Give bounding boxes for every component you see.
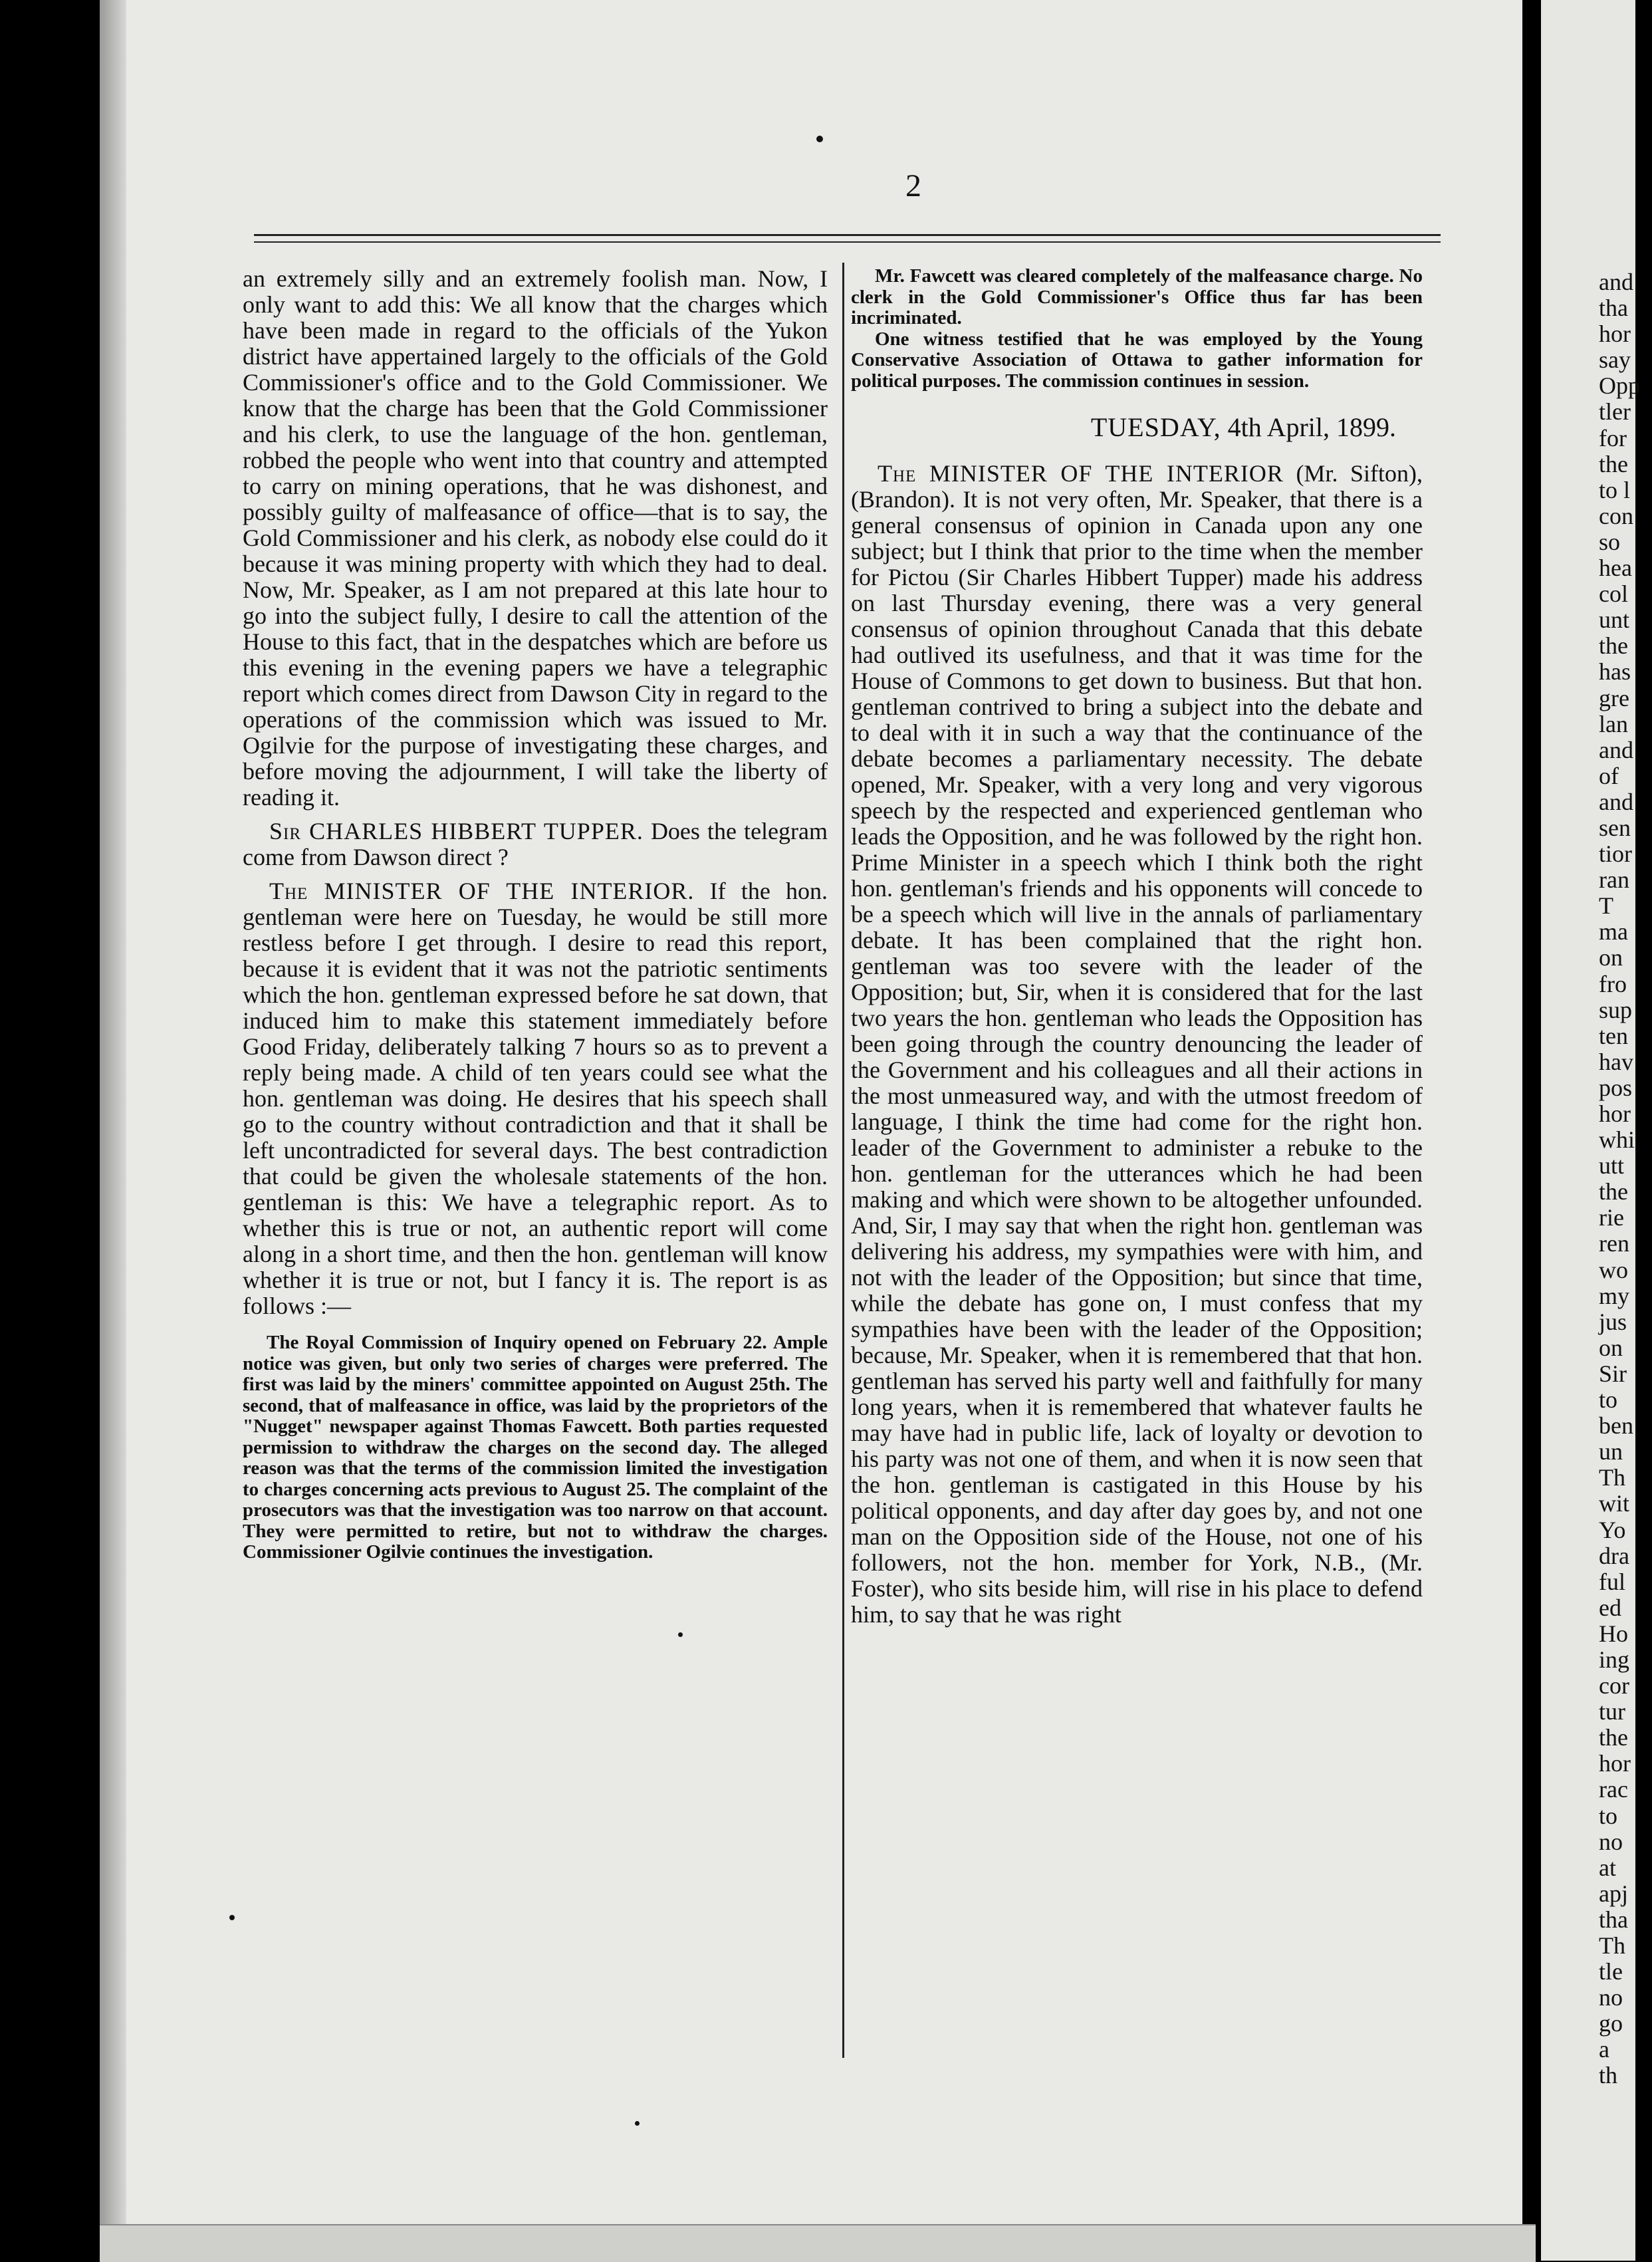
fragment-line: for: [1599, 424, 1627, 451]
fragment-line: the: [1599, 1178, 1628, 1205]
date-text: 4th April, 1899.: [1221, 412, 1396, 442]
fragment-line: tha: [1599, 1906, 1628, 1933]
paragraph: [243, 818, 828, 870]
fragment-line: hea: [1599, 555, 1632, 582]
fragment-line: sup: [1599, 996, 1633, 1023]
fragment-line: Th: [1599, 1464, 1625, 1491]
adjacent-page-text: [1599, 269, 1652, 2089]
fragment-line: Ho: [1599, 1620, 1628, 1647]
fragment-line: Sir: [1599, 1360, 1627, 1387]
fragment-line: ran: [1599, 866, 1629, 894]
fragment-line: ing: [1599, 1646, 1630, 1673]
fragment-line: pos: [1599, 1074, 1633, 1101]
fragment-line: gre: [1599, 684, 1629, 711]
fragment-line: ful: [1599, 1568, 1625, 1595]
fragment-line: tior: [1599, 840, 1632, 868]
fragment-line: say: [1599, 346, 1631, 374]
fragment-line: a: [1599, 2036, 1609, 2063]
fragment-line: on: [1599, 944, 1623, 971]
fragment-line: at: [1599, 1854, 1616, 1881]
fragment-line: utt: [1599, 1152, 1625, 1180]
fragment-line: tha: [1599, 295, 1628, 322]
fragment-line: con: [1599, 502, 1633, 529]
fragment-line: has: [1599, 658, 1631, 686]
fragment-line: lan: [1599, 710, 1628, 737]
fragment-line: T: [1599, 892, 1613, 920]
paragraph: [243, 878, 828, 1319]
fragment-line: hav: [1599, 1048, 1633, 1075]
paragraph-text: (Mr. Sifton), (Brandon). It is not very often, Mr. Speaker, that there is a general consensus of opinion in Canada upon any one subject; but I think that prior to the time when the member for Pictou (Sir Charles Hibbert Tupper) made his address on last Thursday evening, there was a very general consensus of opinion throughout Canada that this debate had outlived its usefulness, and that it was time for the House of Commons to get down to business. But that hon. gentleman contrived to bring a subject into the debate and to deal with it in such a way that the continuance of the debate becomes a parliamentary necessity. The debate opened, Mr. Speaker, with a very long and very vigorous speech by the respected and experienced gentleman who leads the Opposition, and he was followed by the right hon. Prime Minister in a speech which I think both the right hon. gentleman's friends and his opponents will concede to be a speech which will live in the annals of parliamentary debate. It has been complained that the right hon. gentleman was too severe with the leader of the Opposition; but, Sir, when it is considered that for the last two years the hon. gentleman who leads the Opposition has been going through the country denouncing the leader of the Government and his colleagues and all their actions in the most unmeasured way, and with the utmost freedom of language, I think the time had come for the right hon. leader of the Government to administer a rebuke to the hon. gentleman for the utterances which he had been making and which were shown to be altogether unfounded. And, Sir, I may say that when the right hon. gentleman was delivering his address, my sympathies were with him, and not with the leader of the Opposition; but since that time, while the debate has gone on, I must confess that my sympathies have been with the leader of the Opposition; because, Mr. Speaker, when it is remembered that that hon. gentleman has served his party well and faithfully for many long years, when it is remembered that whatever faults he may have had in public life, lack of loyalty or devotion to his party was not one of them, and when it is now seen that the hon. gentleman is castigated in this House by his political opponents, and day after day goes by, and not one man on the Opposition side of the House, not one of his followers, not the hon. member for York, N.B., (Mr. Foster), who sits beside him, will rise in his place to defend him, to say that he was right: [851, 460, 1423, 1628]
fragment-line: sen: [1599, 814, 1631, 841]
page-bottom-edge: [100, 2224, 1536, 2262]
fragment-line: to: [1599, 1386, 1618, 1414]
fragment-line: hor: [1599, 320, 1631, 348]
speck: [229, 1915, 235, 1920]
left-column: [243, 266, 828, 1563]
fragment-line: col: [1599, 580, 1628, 608]
fragment-line: on: [1599, 1334, 1623, 1361]
speaker-name: Sir CHARLES HIBBERT TUPPER.: [269, 818, 644, 844]
fragment-line: and: [1599, 736, 1633, 763]
fragment-line: of: [1599, 762, 1619, 789]
fragment-line: dra: [1599, 1542, 1629, 1569]
fragment-line: wo: [1599, 1256, 1628, 1283]
fragment-line: tler: [1599, 398, 1631, 426]
fragment-line: whi: [1599, 1126, 1635, 1154]
fragment-line: ed: [1599, 1594, 1621, 1621]
fragment-line: fro: [1599, 970, 1627, 997]
fragment-line: ma: [1599, 918, 1628, 945]
fragment-line: to l: [1599, 476, 1631, 503]
fragment-line: the: [1599, 450, 1628, 477]
paragraph: an extremely silly and an extremely foolish man. Now, I only want to add this: We all know that the charges which have been made in regard to the officials of the Yukon district have appertained largely to the officials of the Gold Commissioner's office and to the Gold Commissioner. We know that the charge has been that the Gold Commissioner and his clerk, to use the language of the hon. gentleman, robbed the people who went into that country and attempted to carry on mining operations, that he was dishonest, and possibly guilty of malfeasance of office—that is to say, the Gold Commissioner and his clerk, as nobody else could do it because it was mining property with which they had to deal. Now, Mr. Speaker, as I am not prepared at this late hour to go into the subject fully, I desire to call the attention of the House to this fact, that in the despatches which are before us this evening in the evening papers we have a telegraphic report which comes direct from Dawson City in regard to the operations of the commission which was issued to Mr. Ogilvie for the purpose of investigating these charges, and before moving the adjournment, I will take the liberty of reading it.: [243, 265, 828, 811]
fragment-line: unt: [1599, 606, 1630, 634]
fragment-line: jus: [1599, 1308, 1627, 1335]
fragment-line: and: [1599, 269, 1633, 295]
speck: [678, 1632, 683, 1637]
speaker-name: The MINISTER OF THE INTERIOR: [878, 460, 1284, 487]
fragment-line: and: [1599, 788, 1633, 815]
paragraph: [851, 461, 1423, 1628]
header-rule: [254, 234, 1441, 236]
paragraph-text: If the hon. gentleman were here on Tuesday, he would be still more restless before I get through. I desire to read this report, because it is evident that it was not the patriotic sentiments which the hon. gentleman expressed before he sat down, that induced him to make this statement immediately before Good Friday, deliberately talking 7 hours so as to prevent a reply being made. A child of ten years could see what the hon. gentleman was doing. He desires that his speech shall go to the country without contradiction and that it shall be left uncontradicted for several days. The best contradiction that could be given the wholesale statements of the hon. gentleman is this: We have a telegraphic report. As to whether this is true or not, an authentic report will come along in a short time, and then the hon. gentleman will know whether it is true or not, but I fancy it is. The report is as follows :—: [243, 878, 828, 1319]
fragment-line: the: [1599, 1724, 1628, 1751]
fragment-line: no: [1599, 1828, 1623, 1855]
fragment-line: Th: [1599, 1932, 1625, 1959]
fragment-line: rie: [1599, 1204, 1624, 1231]
fragment-line: tle: [1599, 1958, 1623, 1985]
fragment-line: cor: [1599, 1672, 1629, 1699]
speck: [635, 2121, 640, 2126]
fragment-line: go: [1599, 2010, 1623, 2037]
report-paragraph: The Royal Commission of Inquiry opened on February 22. Ample notice was given, but only two series of charges were preferred. The first was laid by the miners' committee appointed on August 25th. The second, that of malfeasance in office, was laid by the proprietors of the "Nugget" newspaper against Thomas Fawcett. Both parties requested permission to withdraw the charges on the second day. The alleged reason was that the terms of the commission limited the investigation to charges concerning acts previous to August 25. The complaint of the prosecutors was that the investigation was too narrow on that account. They were permitted to retire, but not to withdraw the charges. Commissioner Ogilvie continues the investigation.: [243, 1332, 828, 1563]
fragment-line: un: [1599, 1438, 1623, 1465]
fragment-line: rac: [1599, 1776, 1628, 1803]
fragment-line: apj: [1599, 1880, 1628, 1907]
fragment-line: Yo: [1599, 1516, 1626, 1543]
fragment-line: tur: [1599, 1698, 1625, 1725]
header-rule: [254, 241, 1441, 243]
speck: [816, 136, 823, 142]
paragraph-text: Does the telegram come from Dawson direct ?: [243, 818, 828, 870]
fragment-line: ben: [1599, 1412, 1633, 1440]
fragment-line: my: [1599, 1282, 1630, 1309]
date-weekday: TUESDAY,: [1090, 412, 1221, 442]
fragment-line: Opp: [1599, 372, 1640, 400]
date-heading: [851, 408, 1423, 447]
fragment-line: hor: [1599, 1100, 1631, 1127]
fragment-line: to: [1599, 1802, 1618, 1829]
fragment-line: wit: [1599, 1490, 1630, 1517]
fragment-line: no: [1599, 1984, 1623, 2011]
report-paragraph: One witness testified that he was employed by the Young Conservative Association of Ottawa to gather information for political purposes. The commission continues in session.: [851, 328, 1423, 392]
page-number: 2: [905, 168, 921, 203]
column-divider: [842, 263, 844, 2058]
fragment-line: ten: [1599, 1022, 1628, 1049]
fragment-line: so: [1599, 528, 1621, 555]
speaker-name: The MINISTER OF THE INTERIOR.: [269, 878, 695, 904]
right-column: [851, 266, 1423, 1628]
fragment-line: hor: [1599, 1750, 1631, 1777]
report-paragraph: Mr. Fawcett was cleared completely of the malfeasance charge. No clerk in the Gold Commissioner's Office thus far has been incriminated.: [851, 265, 1423, 328]
fragment-line: th: [1599, 2062, 1618, 2089]
fragment-line: the: [1599, 632, 1628, 660]
fragment-line: ren: [1599, 1230, 1629, 1257]
